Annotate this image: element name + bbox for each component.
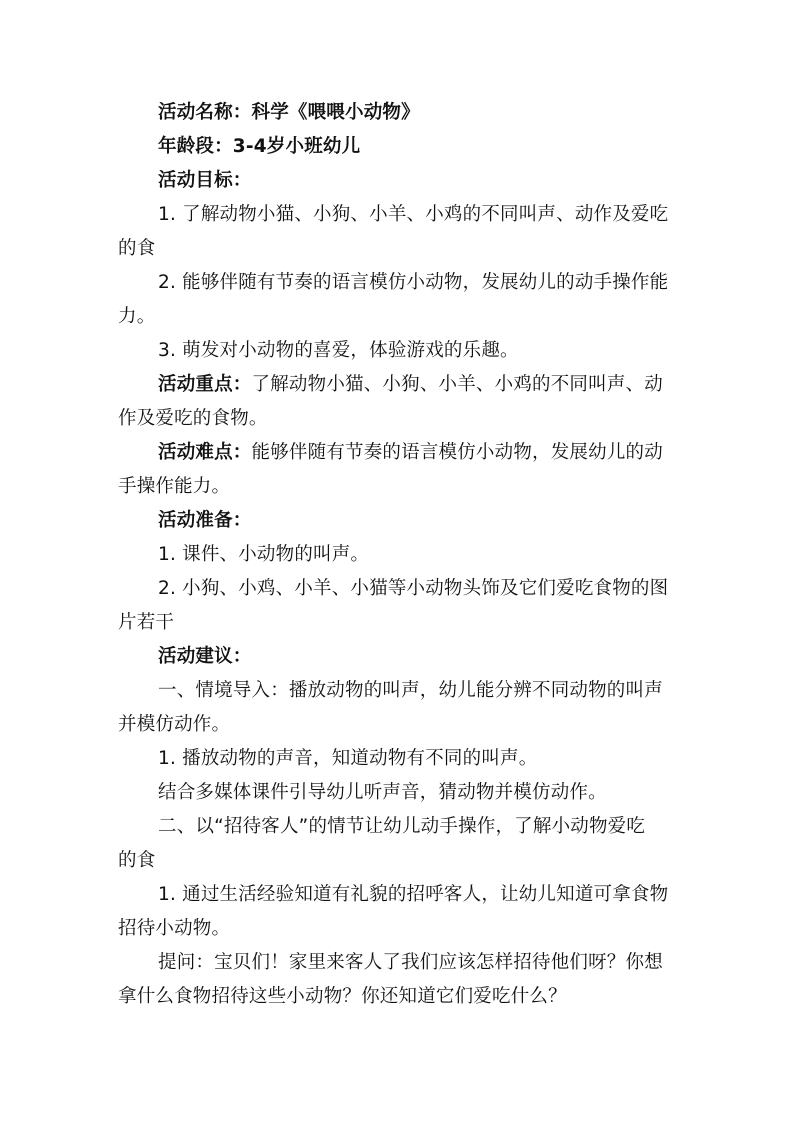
goal-1-text-1: 1. 了解动物小猫、小狗、小羊、小鸡的不同叫声、动作及爱吃	[158, 204, 669, 225]
section-2-line-1	[118, 810, 666, 844]
key-points-label: 活动重点：	[158, 374, 252, 395]
section-2-step-1-line-2	[118, 912, 666, 946]
section-1-step-1-line	[118, 742, 666, 776]
difficulty-text-1: 能够伴随有节奏的语言模仿小动物，发展幼儿的动	[251, 442, 663, 463]
preparation-1-line	[118, 538, 666, 572]
goal-1-line-1	[118, 198, 669, 232]
section-2-text-2: 的食	[118, 850, 156, 871]
section-2-line-2	[118, 844, 666, 878]
question-text-1: 提问：宝贝们！家里来客人了我们应该怎样招待他们呀？你想	[158, 952, 663, 973]
difficulty-line-1	[118, 436, 666, 470]
section-2-step-1-line-1	[118, 878, 669, 912]
key-points-text-1: 了解动物小猫、小狗、小羊、小鸡的不同叫声、动	[251, 374, 663, 395]
preparation-2-text-2: 片若干	[118, 612, 175, 633]
age-group-text: 年龄段：3-4岁小班幼儿	[158, 136, 361, 157]
age-group-line	[118, 130, 666, 164]
suggestions-heading	[118, 640, 666, 674]
section-1-line-1	[118, 674, 666, 708]
activity-name-line	[118, 96, 666, 130]
question-text-2: 拿什么食物招待这些小动物？你还知道它们爱吃什么？	[118, 986, 567, 1007]
section-1-line-2	[118, 708, 666, 742]
section-2-step-1-text-1: 1. 通过生活经验知道有礼貌的招呼客人，让幼儿知道可拿食物	[158, 884, 669, 905]
section-2-step-1-text-2: 招待小动物。	[118, 918, 231, 939]
section-1-text-1: 一、情境导入：播放动物的叫声，幼儿能分辨不同动物的叫声	[158, 680, 663, 701]
goals-heading	[118, 164, 666, 198]
section-2-text-1: 二、以“招待客人”的情节让幼儿动手操作，了解小动物爱吃	[158, 816, 646, 837]
goal-2-text-2: 力。	[118, 306, 156, 327]
goal-2-line-1	[118, 266, 669, 300]
goal-3-text: 3. 萌发对小动物的喜爱，体验游戏的乐趣。	[158, 340, 519, 361]
goal-2-text-1: 2. 能够伴随有节奏的语言模仿小动物，发展幼儿的动手操作能	[158, 272, 669, 293]
suggestions-heading-text: 活动建议：	[158, 646, 252, 667]
section-1-step-1-detail-line	[118, 776, 666, 810]
difficulty-label: 活动难点：	[158, 442, 252, 463]
preparation-heading	[118, 504, 666, 538]
preparation-2-line-1	[118, 572, 669, 606]
section-1-step-1-text: 1. 播放动物的声音，知道动物有不同的叫声。	[158, 748, 538, 769]
difficulty-line-2	[118, 470, 666, 504]
activity-name-text: 活动名称：科学《喂喂小动物》	[158, 102, 420, 123]
goal-3-line	[118, 334, 666, 368]
key-points-line-1	[118, 368, 666, 402]
key-points-text-2: 作及爱吃的食物。	[118, 408, 268, 429]
question-line-2	[118, 980, 666, 1014]
goals-heading-text: 活动目标：	[158, 170, 252, 191]
section-1-step-1-detail-text: 结合多媒体课件引导幼儿听声音，猜动物并模仿动作。	[158, 782, 607, 803]
key-points-line-2	[118, 402, 666, 436]
preparation-2-text-1: 2. 小狗、小鸡、小羊、小猫等小动物头饰及它们爱吃食物的图	[158, 578, 669, 599]
difficulty-text-2: 手操作能力。	[118, 476, 231, 497]
section-1-text-2: 并模仿动作。	[118, 714, 231, 735]
document-body	[118, 96, 669, 1014]
preparation-2-line-2	[118, 606, 666, 640]
goal-1-text-2: 的食	[118, 238, 156, 259]
goal-1-line-2	[118, 232, 666, 266]
goal-2-line-2	[118, 300, 666, 334]
preparation-heading-text: 活动准备：	[158, 510, 252, 531]
question-line-1	[118, 946, 666, 980]
preparation-1-text: 1. 课件、小动物的叫声。	[158, 544, 370, 565]
